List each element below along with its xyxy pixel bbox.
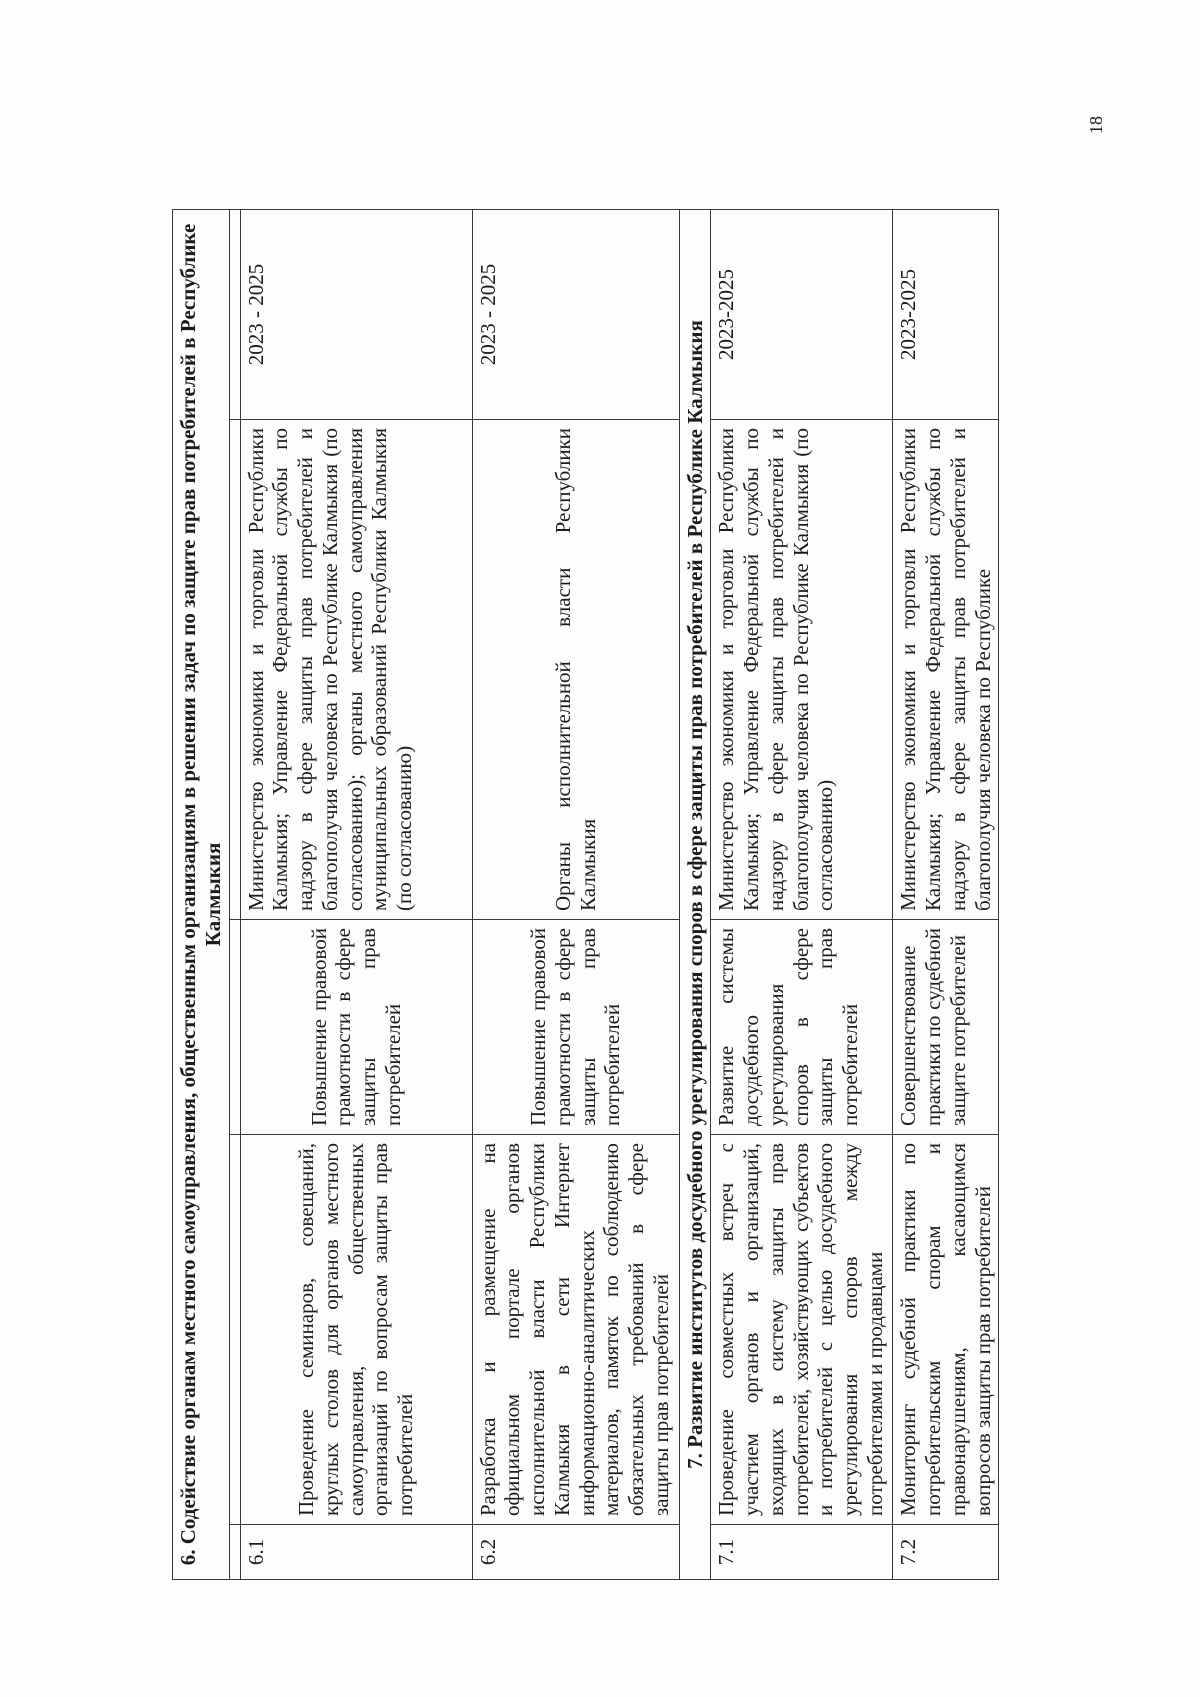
item-number: 7.1 bbox=[711, 1525, 893, 1580]
executors-cell: Министерство экономики и торговли Республики Калмыкия; Управление Федеральной службы по надзору в сфере защиты прав потребителей и благополучия человека по Республике Калмыкия (по согласованию); органы местного самоуправления муниципальных образований Республики Калмыкия (по согласованию) bbox=[240, 420, 472, 920]
goal-cell: Повышение правовой грамотности в сфере защиты прав потребителей bbox=[472, 920, 679, 1135]
item-number: 6.2 bbox=[472, 1525, 679, 1580]
activity-cell: Мониторинг судебной практики по потребительским спорам и правонарушениям, касающимся вопросов защиты прав потребителей bbox=[893, 1135, 999, 1525]
period-cell: 2023-2025 bbox=[893, 209, 999, 419]
table-row bbox=[472, 209, 679, 1579]
goal-cell: Совершенствование практики по судебной защите потребителей bbox=[893, 920, 999, 1135]
activity-cell: Разработка и размещение на официальном портале органов исполнительной власти Республики Калмыкия в сети Интернет информационно-аналитических материалов, памяток по соблюдению обязательных требований в сфере защиты прав потребителей bbox=[472, 1135, 679, 1525]
period-cell: 2023-2025 bbox=[711, 209, 893, 419]
table-row bbox=[711, 209, 893, 1579]
period-cell: 2023 - 2025 bbox=[240, 209, 472, 419]
page-number: 18 bbox=[1086, 116, 1106, 134]
section-header-row bbox=[173, 209, 230, 1579]
item-number: 6.1 bbox=[240, 1525, 472, 1580]
executors-cell: Органы исполнительной власти Республики Калмыкия bbox=[472, 420, 679, 920]
action-plan-table bbox=[172, 209, 999, 1580]
section-title-6: 6. Содействие органам местного самоуправления, общественным организациям в решении задач по защите прав потребителей в Республике Калмыкия bbox=[173, 209, 230, 1579]
table-row bbox=[893, 209, 999, 1579]
spacer-row bbox=[229, 209, 240, 1579]
period-cell: 2023 - 2025 bbox=[472, 209, 679, 419]
activity-cell: Проведение совместных встреч с участием органов и организаций, входящих в систему защиты прав потребителей, хозяйствующих субъектов и потребителей с целью досудебного урегулирования споров между потребителями и продавцами bbox=[711, 1135, 893, 1525]
activity-cell: Проведение семинаров, совещаний, круглых столов для органов местного самоуправления, общественных организаций по вопросам защиты прав потребителей bbox=[240, 1135, 472, 1525]
section-title-7: 7. Развитие институтов досудебного урегулирования споров в сфере защиты прав потребителей в Республике Калмыкия bbox=[679, 209, 711, 1579]
item-number: 7.2 bbox=[893, 1525, 999, 1580]
goal-cell: Развитие системы досудебного урегулирования споров в сфере защиты прав потребителей bbox=[711, 920, 893, 1135]
section-header-row bbox=[679, 209, 711, 1579]
executors-cell: Министерство экономики и торговли Республики Калмыкия; Управление Федеральной службы по надзору в сфере защиты прав потребителей и благополучия человека по Республике Калмыкия (по согласованию) bbox=[711, 420, 893, 920]
table-row bbox=[240, 209, 472, 1579]
executors-cell: Министерство экономики и торговли Республики Калмыкия; Управление Федеральной службы по надзору в сфере защиты прав потребителей и благополучия человека по Республике bbox=[893, 420, 999, 920]
goal-cell: Повышение правовой грамотности в сфере защиты прав потребителей bbox=[240, 920, 472, 1135]
rotated-table-sheet bbox=[172, 210, 1072, 1580]
